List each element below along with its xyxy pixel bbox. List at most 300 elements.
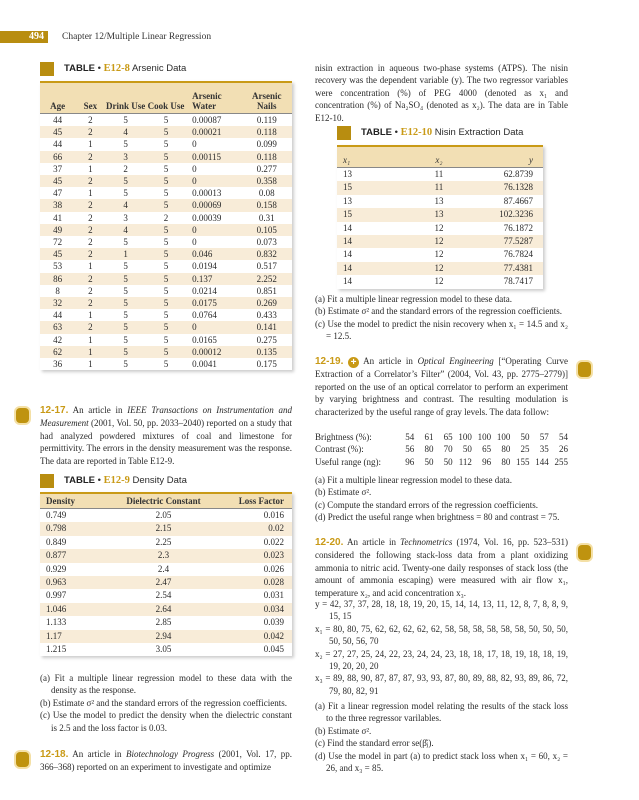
table-cell: 0.028 <box>211 576 292 589</box>
chapter-title: Chapter 12/Multiple Linear Regression <box>62 32 212 42</box>
table-row <box>40 236 292 248</box>
table-cell: 2.15 <box>116 522 212 535</box>
data-value: 100 <box>496 432 511 442</box>
table-cell: 5 <box>163 237 169 248</box>
table-row <box>40 151 292 163</box>
journal-name: Optical Engineering <box>417 356 494 366</box>
table-cell: 5 <box>123 285 128 296</box>
data-row <box>315 456 568 468</box>
data-value: 50 <box>462 444 472 455</box>
table-cell: 5 <box>146 175 186 187</box>
table-row <box>40 321 292 333</box>
table-cell: 36 <box>53 359 63 370</box>
table-cell: 14 <box>337 262 405 275</box>
table-cell: 87.4667 <box>503 195 533 206</box>
part-b: (b) Estimate σ². <box>315 725 372 736</box>
table-row <box>40 273 292 285</box>
table-cell: 0.046 <box>186 248 241 260</box>
exercise-number: 12-17. <box>40 405 69 416</box>
table-cell: 0.119 <box>256 115 277 125</box>
exercise-12-17 <box>40 404 292 467</box>
table-cell: 49 <box>40 224 75 236</box>
table-cell: 86 <box>40 273 75 285</box>
table-cell: 2.85 <box>155 617 172 628</box>
text: [“Operating Curve Extraction of a Correlator’s Filter” (2004, Vol. 43, pp. 2775–2779)] reported on the use of an optical correlator to perform an experiment by varying brightness and contrast. The resulting modulation is characterized by the useful range of gray levels. The data follow: <box>315 356 568 417</box>
table-cell: 2 <box>88 115 93 125</box>
table-cell: 0.269 <box>242 297 292 309</box>
table-cell: 15 <box>337 208 405 221</box>
text: An article in <box>72 405 128 415</box>
table-cell: 3 <box>106 151 146 163</box>
table-cell: 5 <box>146 248 186 260</box>
table-cell: 0.997 <box>46 590 67 601</box>
table-cell: 5 <box>146 346 186 358</box>
x3-values: x₃ = 89, 88, 90, 87, 87, 87, 93, 93, 87, 80, 89, 88, 82, 93, 89, 86, 72, 79, 80, 82, 91 <box>315 673 568 696</box>
table-cell: 5 <box>163 285 169 296</box>
table-marker-icon <box>337 126 351 140</box>
table-cell: 0.031 <box>263 590 284 601</box>
table-cell: 2.3 <box>116 549 212 562</box>
data-value: 96 <box>482 456 492 467</box>
table-row <box>40 163 292 175</box>
table-cell: 1 <box>88 188 93 199</box>
data-value: 255 <box>554 456 568 467</box>
table-cell: 11 <box>405 181 473 194</box>
data-value: 65 <box>443 432 453 442</box>
exercise-12-19 <box>315 355 568 418</box>
table-cell: 2 <box>75 248 105 260</box>
table-number: E12-9 <box>103 475 130 486</box>
text: (2001, Vol. 50, pp. 2033–2040) reported on a study that had analyzed powdered mixtures of coal and limestone for permittivity. The errors in the density measurement was the response. The data are reported in Table E12-9. <box>40 418 292 466</box>
table-cell: 37 <box>53 163 63 174</box>
journal-name: Technometrics <box>400 537 453 547</box>
table-cell: 0.175 <box>256 359 277 370</box>
text: (2001, Vol. 17, pp. 366–368) reported on an experiment to investigate and optimize <box>40 749 292 773</box>
table-row <box>40 358 292 370</box>
table-cell: 72 <box>53 237 63 248</box>
table-row <box>40 199 292 211</box>
table-number: E12-8 <box>103 63 130 74</box>
table-cell: 2.54 <box>155 590 172 601</box>
table-cell: 0.023 <box>211 549 292 562</box>
table-cell: 1 <box>88 261 93 272</box>
table-cell: 5 <box>163 139 169 150</box>
table-row <box>40 589 292 602</box>
table-row <box>40 346 292 358</box>
column-header: x₁ <box>337 146 405 168</box>
table-cell: 5 <box>163 261 169 272</box>
table-cell: 0.275 <box>256 334 277 345</box>
table-cell: 0.749 <box>46 510 67 520</box>
table-cell: 0.31 <box>258 212 275 223</box>
table-row <box>40 126 292 138</box>
table-cell: 2.252 <box>242 273 292 285</box>
part-b: (b) Estimate σ² and the standard errors of the regression coefficients. <box>40 697 288 708</box>
data-value: 35 <box>539 444 549 455</box>
table-cell: 4 <box>106 126 146 138</box>
data-value: 50 <box>424 456 434 467</box>
table-row <box>40 114 292 127</box>
table-cell: 1 <box>88 359 93 370</box>
table-cell: 0.0165 <box>192 334 217 345</box>
table-cell: 76.1872 <box>503 222 533 233</box>
density-data-table <box>40 492 292 656</box>
table-row <box>40 509 292 523</box>
table-cell: 1.215 <box>46 644 67 655</box>
table-cell: 5 <box>163 359 169 370</box>
table-cell: 0.0175 <box>186 297 241 309</box>
data-value: 25 <box>520 444 530 455</box>
text: An article in <box>343 537 401 547</box>
table-cell: 12 <box>405 262 473 275</box>
table-cell: 0 <box>186 224 241 236</box>
table-label: TABLE <box>64 475 95 486</box>
table-cell: 0.042 <box>211 630 292 643</box>
table-cell: 5 <box>146 321 186 333</box>
x1-values: x₁ = 80, 80, 75, 62, 62, 62, 62, 62, 58, 58, 58, 58, 58, 58, 50, 50, 50, 50, 50, 56, 70 <box>315 623 568 647</box>
table-cell: 5 <box>106 297 146 309</box>
table-cell: 5 <box>146 297 186 309</box>
table-cell: 5 <box>123 310 128 321</box>
exercise-12-18-parts <box>315 293 568 343</box>
table-row <box>40 563 292 576</box>
table-cell: 5 <box>163 115 169 125</box>
table-cell: 5 <box>163 334 169 345</box>
table-cell: 14 <box>337 235 405 248</box>
exercise-12-19-data <box>315 431 568 468</box>
column-header: x₂ <box>405 146 473 168</box>
plus-icon[interactable]: + <box>348 357 359 368</box>
exercise-12-20 <box>315 536 568 599</box>
table-cell: 5 <box>146 224 186 236</box>
part-d: (d) Predict the useful range when brightness = 80 and contrast = 75. <box>315 512 560 523</box>
table-cell: 5 <box>146 273 186 285</box>
table-cell: 0.099 <box>256 139 277 150</box>
table-cell: 62.8739 <box>503 169 533 179</box>
table-row <box>40 630 292 643</box>
column-header: Dielectric Constant <box>116 493 212 509</box>
table-cell: 0.929 <box>46 563 67 574</box>
table-cell: 41 <box>53 212 63 223</box>
table-cell: 5 <box>163 188 169 199</box>
data-value: 50 <box>443 456 453 467</box>
table-cell: 0.277 <box>256 163 277 174</box>
table-cell: 5 <box>106 321 146 333</box>
part-a: (a) Fit a multiple linear regression model to these data with the density as the response. <box>40 673 292 696</box>
exercise-12-20-parts <box>315 700 568 774</box>
table-cell: 2 <box>75 297 105 309</box>
table-cell: 2 <box>88 212 93 223</box>
table-cell: 13 <box>405 208 473 221</box>
arsenic-data-table <box>40 81 292 370</box>
data-value: 80 <box>424 444 434 455</box>
table-row <box>337 208 543 221</box>
table-cell: 0 <box>192 237 197 248</box>
table-row <box>337 222 543 235</box>
column-header: Arsenic Water <box>186 82 241 114</box>
table-cell: 5 <box>106 346 146 358</box>
part-a: (a) Fit a multiple linear regression model to these data. <box>315 294 512 304</box>
table-cell: 53 <box>53 261 63 272</box>
exercise-number: 12-19. <box>315 356 344 367</box>
table-row <box>40 260 292 272</box>
table-cell: 12 <box>405 235 473 248</box>
table-cell: 14 <box>343 249 352 260</box>
table-row <box>40 309 292 321</box>
table-caption: Density Data <box>132 475 187 486</box>
table-row <box>337 275 543 288</box>
table-cell: 2 <box>75 175 105 187</box>
table-cell: 0.118 <box>242 126 292 138</box>
table-cell: 1 <box>88 310 93 321</box>
text: (1974, Vol. 16, pp. 523–531) considered the following stack-loss data from a plant oxidizing ammonia to nitric acid. Twenty-one daily responses of stack loss (the amount of ammonia escaping) were measured with air flow x₁, temperature x₂, and acid concentration x₃. <box>315 537 568 598</box>
table-cell: 2 <box>88 237 93 248</box>
stack-loss-data <box>315 598 568 697</box>
table-cell: 0.433 <box>256 310 277 321</box>
table-cell: 0.135 <box>242 346 292 358</box>
row-label: Brightness (%): <box>315 432 372 442</box>
table-cell: 5 <box>123 237 128 248</box>
data-value: 96 <box>405 456 415 467</box>
table-cell: 2 <box>75 151 105 163</box>
table-row <box>40 285 292 297</box>
data-value: 50 <box>520 432 530 442</box>
column-header: Arsenic Nails <box>242 82 292 114</box>
table-cell: 8 <box>55 285 60 296</box>
table-row <box>40 536 292 549</box>
table-cell: 45 <box>40 126 75 138</box>
text: An article in <box>359 356 418 366</box>
table-cell: 47 <box>53 188 63 199</box>
table-cell: 44 <box>53 139 63 150</box>
data-value: 80 <box>501 444 511 455</box>
table-row <box>40 616 292 629</box>
table-cell: 2 <box>75 199 105 211</box>
data-value: 57 <box>539 432 549 442</box>
table-cell: 5 <box>163 163 169 174</box>
table-cell: 2.05 <box>155 510 172 520</box>
data-value: 100 <box>458 432 472 442</box>
table-cell: 2 <box>75 224 105 236</box>
table-row <box>40 212 292 224</box>
table-cell: 12 <box>434 249 444 260</box>
table-cell: 13 <box>343 169 352 179</box>
journal-name: Biotechnology Progress <box>125 749 215 759</box>
table-cell: 2.4 <box>157 563 170 574</box>
table-cell: 0.832 <box>242 248 292 260</box>
table-cell: 0.073 <box>256 237 277 248</box>
table-cell: 66 <box>40 151 75 163</box>
table-row <box>337 168 543 182</box>
table-row <box>337 248 543 261</box>
table-row <box>337 195 543 208</box>
row-label: Useful range (ng): <box>315 456 381 467</box>
table-cell: 5 <box>146 126 186 138</box>
table-cell: 0.026 <box>263 563 284 574</box>
table-cell: 2.94 <box>116 630 212 643</box>
separator: • <box>394 127 398 138</box>
table-cell: 13 <box>434 195 444 206</box>
table-cell: 42 <box>53 334 63 345</box>
table-cell: 1 <box>88 334 93 345</box>
table-cell: 77.5287 <box>473 235 543 248</box>
table-cell: 0.016 <box>263 510 284 520</box>
table-cell: 0.08 <box>258 188 275 199</box>
column-header: y <box>473 146 543 168</box>
column-header: Loss Factor <box>211 493 292 509</box>
table-cell: 5 <box>106 273 146 285</box>
table-cell: 12 <box>434 222 444 233</box>
table-cell: 0 <box>192 139 197 150</box>
table-cell: 76.7824 <box>503 249 533 260</box>
exercise-12-19-parts <box>315 474 568 524</box>
table-cell: 0.00013 <box>192 188 222 199</box>
separator: • <box>97 475 101 486</box>
table-row <box>40 248 292 260</box>
data-row <box>315 431 568 443</box>
table-cell: 44 <box>53 115 63 125</box>
table-cell: 1.17 <box>40 630 116 643</box>
column-header: Cook Use <box>146 82 186 114</box>
table-cell: 0.00021 <box>186 126 241 138</box>
table-cell: 0.118 <box>242 151 292 163</box>
data-row <box>315 443 568 455</box>
table-cell: 32 <box>40 297 75 309</box>
table-cell: 4 <box>106 224 146 236</box>
exercise-12-18-continued: nisin extraction in aqueous two-phase systems (ATPS). The nisin recovery was the dependent variable (y). The two regressor variables were concentration (%) of PEG 4000 (denoted as x₁ and concentration (%) of Na₂SO₄ (denoted as x₂). The data are in Table E12-10. <box>315 63 568 123</box>
data-value: 26 <box>558 444 568 455</box>
page-number: 494 <box>0 31 48 43</box>
table-cell: 1 <box>88 163 93 174</box>
table-cell: 0.851 <box>256 285 277 296</box>
table-caption: Arsenic Data <box>131 63 187 74</box>
table-cell: 0.141 <box>242 321 292 333</box>
table-row <box>40 576 292 589</box>
part-b: (b) Estimate σ². <box>315 487 372 498</box>
table-cell: 5 <box>146 199 186 211</box>
data-value: 80 <box>501 456 511 467</box>
nisin-extraction-table <box>337 145 543 289</box>
table-cell: 3 <box>123 212 128 223</box>
exercise-resource-icon[interactable] <box>16 752 29 767</box>
table-cell: 1 <box>106 248 146 260</box>
separator: • <box>97 63 101 74</box>
data-value: 144 <box>535 456 549 467</box>
data-value: 112 <box>458 456 472 467</box>
table-cell: 0.00012 <box>186 346 241 358</box>
table-cell: 12 <box>434 276 444 287</box>
table-cell: 0 <box>186 175 241 187</box>
table-cell: 0.0194 <box>192 261 217 272</box>
table-cell: 0.034 <box>211 603 292 616</box>
exercise-resource-icon[interactable] <box>578 362 591 377</box>
x2-values: x₂ = 27, 27, 25, 24, 22, 23, 24, 24, 23, 18, 18, 17, 18, 19, 18, 18, 19, 19, 20, 20, 20 <box>315 648 568 672</box>
table-cell: 62 <box>40 346 75 358</box>
data-value: 100 <box>477 432 492 442</box>
part-c: (c) Find the standard error se(β̂ⱼ). <box>315 738 434 749</box>
table-number: E12-10 <box>400 127 433 138</box>
table-cell: 77.4381 <box>473 262 543 275</box>
table-cell: 45 <box>40 248 75 260</box>
table-cell: 2 <box>163 212 169 223</box>
table-caption: Nisin Extraction Data <box>434 127 524 138</box>
table-marker-icon <box>40 62 54 76</box>
table-row <box>337 181 543 194</box>
table-cell: 63 <box>40 321 75 333</box>
table-cell: 0 <box>192 163 197 174</box>
part-a: (a) Fit a multiple linear regression model to these data. <box>315 475 512 485</box>
table-cell: 0.0764 <box>192 310 217 321</box>
table-cell: 44 <box>53 310 63 321</box>
table-cell: 5 <box>163 310 169 321</box>
data-value: 54 <box>558 432 568 442</box>
part-c: (c) Use the model to predict the density when the dielectric constant is 2.5 and the loss factor is 0.03. <box>40 710 292 733</box>
table-cell: 0.105 <box>242 224 292 236</box>
table-label: TABLE <box>361 127 392 138</box>
table-label: TABLE <box>64 63 95 74</box>
table-cell: 78.7417 <box>503 276 533 287</box>
table-cell: 0.045 <box>263 644 284 655</box>
table-cell: 4 <box>106 199 146 211</box>
data-value: 155 <box>516 456 530 467</box>
table-cell: 2 <box>123 163 128 174</box>
table-cell: 5 <box>146 151 186 163</box>
column-header: Sex <box>75 82 105 114</box>
table-row <box>40 643 292 656</box>
table-cell: 2.25 <box>155 536 172 547</box>
part-a: (a) Fit a linear regression model relating the results of the stack loss to the three regressor varilables. <box>315 701 568 724</box>
table-cell: 5 <box>106 175 146 187</box>
table-cell: 2 <box>75 126 105 138</box>
data-value: 61 <box>424 432 434 442</box>
table-cell: 0.00087 <box>192 115 222 125</box>
table-cell: 5 <box>123 359 128 370</box>
table-cell: 0.0041 <box>192 359 217 370</box>
part-d: (d) Use the model in part (a) to predict stack loss when x₁ = 60, x₂ = 26, and x₃ = 85. <box>315 750 568 774</box>
table-cell: 2.47 <box>116 576 212 589</box>
table-cell: 14 <box>343 222 352 233</box>
data-value: 56 <box>405 444 415 455</box>
table-cell: 0.963 <box>40 576 116 589</box>
table-cell: 5 <box>123 261 128 272</box>
table-cell: 0.00039 <box>192 212 222 223</box>
table-row <box>337 262 543 275</box>
part-c: (c) Use the model to predict the nisin recovery when x₁ = 14.5 and x₂ = 12.5. <box>315 318 568 342</box>
table-row <box>40 603 292 616</box>
table-row <box>40 334 292 346</box>
table-cell: 0.039 <box>263 617 284 628</box>
table-row <box>40 224 292 236</box>
table-cell: 1.046 <box>40 603 116 616</box>
y-values: y = 42, 37, 37, 28, 18, 18, 19, 20, 15, 14, 14, 13, 11, 12, 8, 7, 8, 8, 9, 15, 15 <box>315 599 568 622</box>
exercise-resource-icon[interactable] <box>16 408 29 423</box>
table-row <box>40 522 292 535</box>
table-cell: 0.517 <box>256 261 277 272</box>
exercise-resource-icon[interactable] <box>578 545 591 560</box>
table-cell: 1 <box>75 346 105 358</box>
table-cell: 0.022 <box>263 536 284 547</box>
exercise-12-17-parts <box>40 672 292 734</box>
table-cell: 2 <box>75 273 105 285</box>
table-row <box>40 175 292 187</box>
table-cell: 2 <box>75 321 105 333</box>
exercise-number: 12-20. <box>315 537 344 548</box>
table-e12-9-title <box>40 474 187 488</box>
text: An article in <box>72 749 126 759</box>
table-cell: 0.00115 <box>186 151 241 163</box>
table-row <box>40 549 292 562</box>
table-cell: 0.137 <box>186 273 241 285</box>
